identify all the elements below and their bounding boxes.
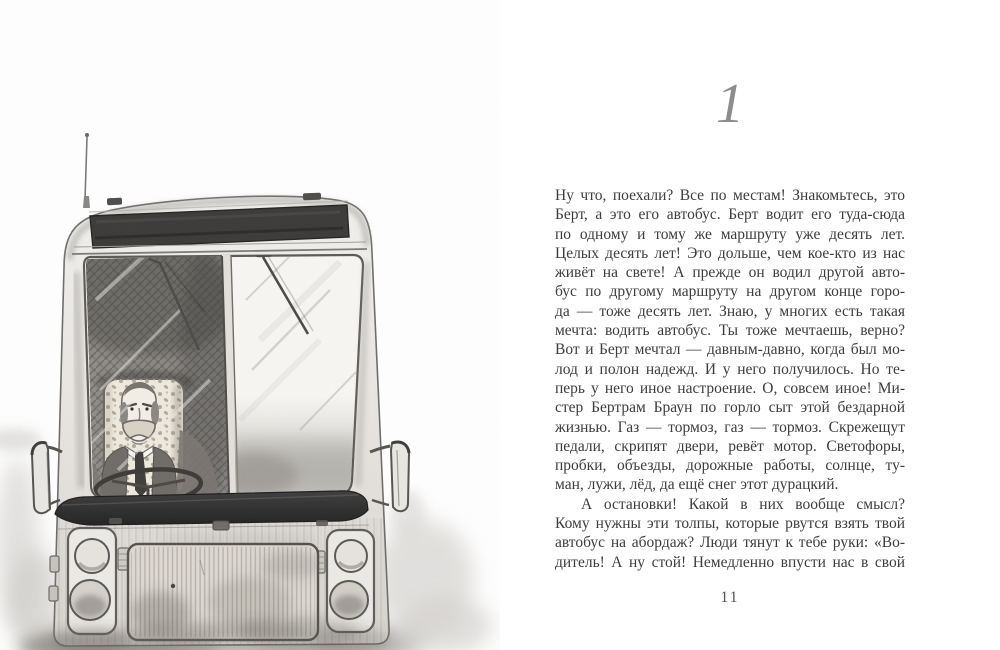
- text-line: по одному и тому же маршруту уже десять лет.: [555, 225, 905, 243]
- text-line: педали, скрипят двери, ревёт мотор. Светофоры,: [555, 437, 905, 455]
- body-text: [555, 186, 905, 572]
- text-line: живёт на свете! А прежде он водил другой авто-: [555, 264, 905, 282]
- text-line: пробки, объезды, дорожные работы, солнце, ту-: [555, 457, 905, 475]
- paragraph: [555, 495, 905, 572]
- text-line: мечта: водить автобус. Ты тоже мечтаешь, верно?: [555, 322, 905, 340]
- text-line: лод и полон надежд. И у него получилось. Но те-: [555, 360, 905, 378]
- text-line: Берт, а это его автобус. Берт водит его туда-сюда: [555, 206, 905, 224]
- page-number: 11: [720, 589, 740, 606]
- right-page: [555, 0, 905, 650]
- text-line: дитель! А ну стой! Немедленно впусти нас в свой: [555, 553, 905, 571]
- text-line: жизнью. Газ — тормоз, газ — тормоз. Скрежещут: [555, 418, 905, 436]
- text-line: стер Бертрам Браун по горло сыт этой бездарной: [555, 399, 905, 417]
- text-line: Вот и Берт мечтал — давным-давно, когда был мо-: [555, 341, 905, 359]
- text-line: да — тоже десять лет. Знаю, у многих есть такая: [555, 302, 905, 320]
- text-line: ман, лужи, лёд, да ещё снег этот дурацкий.: [555, 476, 839, 494]
- text-line: автобус на абордаж? Люди тянут к тебе руки: «Во-: [555, 534, 905, 552]
- text-line: Ну что, поехали? Все по местам! Знакомьтесь, это: [555, 187, 905, 204]
- text-line: Кому нужны эти толпы, которые рвутся взять твой: [555, 515, 905, 533]
- text-line: А остановки! Какой в них вообще смысл?: [581, 495, 905, 513]
- text-line: бус по другому маршруту на другом конце горо-: [555, 283, 905, 301]
- chapter-number: 1: [716, 73, 744, 135]
- text-line: Целых десять лет! Это дольше, чем кое-кто из нас: [555, 244, 905, 262]
- paragraph: [555, 186, 905, 495]
- text-line: перь у него иное настроение. О, совсем иное! Ми-: [555, 379, 905, 397]
